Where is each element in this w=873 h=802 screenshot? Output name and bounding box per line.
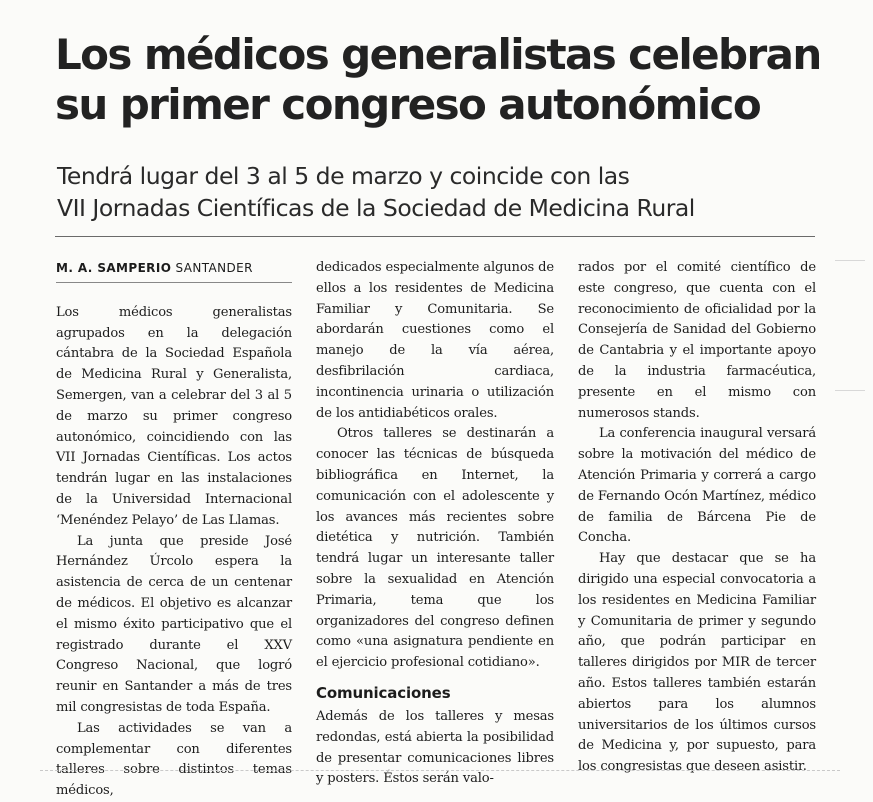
article-column-2 [316,258,554,790]
paragraph-actividades-start: Las actividades se van a complementar con diferentes talleres sobre distintos temas médicos, [56,720,292,799]
subheadline-line-1: Tendrá lugar del 3 al 5 de marzo y coincide con las [57,162,630,190]
headline-divider [55,236,815,237]
page-bottom-edge [40,770,840,771]
paragraph-conferencia: La conferencia inaugural versará sobre la motivación del médico de Atención Primaria y correrá a cargo de Fernando Ocón Martínez, médico de familia de Bárcena Pie de Concha. [578,426,816,546]
article-column-3 [578,258,816,778]
headline-line-2: su primer congreso autonómico [55,80,761,129]
subheadline-line-2: VII Jornadas Científicas de la Sociedad de Medicina Rural [57,194,695,222]
paragraph-comunicaciones-cont: rados por el comité científico de este congreso, que cuenta con el reconocimiento de oficialidad por la Consejería de Sanidad del Gobierno de Cantabria y el importante apoyo de la industria farmacéutica, presente en el mismo con numerosos stands. [578,260,816,421]
paragraph-comunicaciones-start: Además de los talleres y mesas redondas, está abierta la posibilidad de presentar comunicaciones libres y posters. Éstos serán valo- [316,708,554,787]
subheadline [57,160,847,224]
byline-author: M. A. SAMPERIO [56,261,172,275]
byline-location: SANTANDER [175,261,253,275]
paragraph-convocatoria: Hay que destacar que se ha dirigido una especial convocatoria a los residentes en Medicina Familiar y Comunitaria de primer y segundo año, que podrán participar en talleres dirigidos por MIR de tercer año. Estos talleres también estarán abiertos para los alumnos universitarios de los últimos cursos de Medicina y, por supuesto, para los congresistas que deseen asistir. [578,551,816,775]
article-column-1 [56,258,292,802]
section-title-comunicaciones: Comunicaciones [316,683,451,702]
paragraph-intro: Los médicos generalistas agrupados en la delegación cántabra de la Sociedad Española de Medicina Rural y Generalista, Semergen, van a celebrar del 3 al 5 de marzo su primer congreso autonómico, coincidiendo con las VII Jornadas Científicas. Los actos tendrán lugar en las instalaciones de la Universidad Internacional ‘Menéndez Pelayo’ de Las Llamas. [56,304,292,528]
paragraph-actividades-cont: dedicados especialmente algunos de ellos a los residentes de Medicina Familiar y Comunitaria. Se abordarán cuestiones como el manejo de la vía aérea, desfibrilación cardiaca, incontinencia urinaria o utilización de los antidiabéticos orales. [316,260,554,421]
headline [55,30,845,130]
paragraph-otros-talleres: Otros talleres se destinarán a conocer las técnicas de búsqueda bibliográfica en Internet, la comunicación con el adolescente y los avances más recientes sobre dietética y nutrición. También tendrá lugar un interesante taller sobre la sexualidad en Atención Primaria, tema que los organizadores del congreso definen como «una asignatura pendiente en el ejercicio profesional cotidiano». [316,426,554,671]
byline [56,258,292,283]
bleed-through-line [835,390,865,391]
paragraph-junta: La junta que preside José Hernández Úrcolo espera la asistencia de cerca de un centenar de médicos. El objetivo es alcanzar el mismo éxito participativo que el registrado durante el XXV Congreso Nacional, que logró reunir en Santander a más de tres mil congresistas de toda España. [56,533,292,715]
bleed-through-line [835,260,865,261]
headline-line-1: Los médicos generalistas celebran [55,30,821,79]
